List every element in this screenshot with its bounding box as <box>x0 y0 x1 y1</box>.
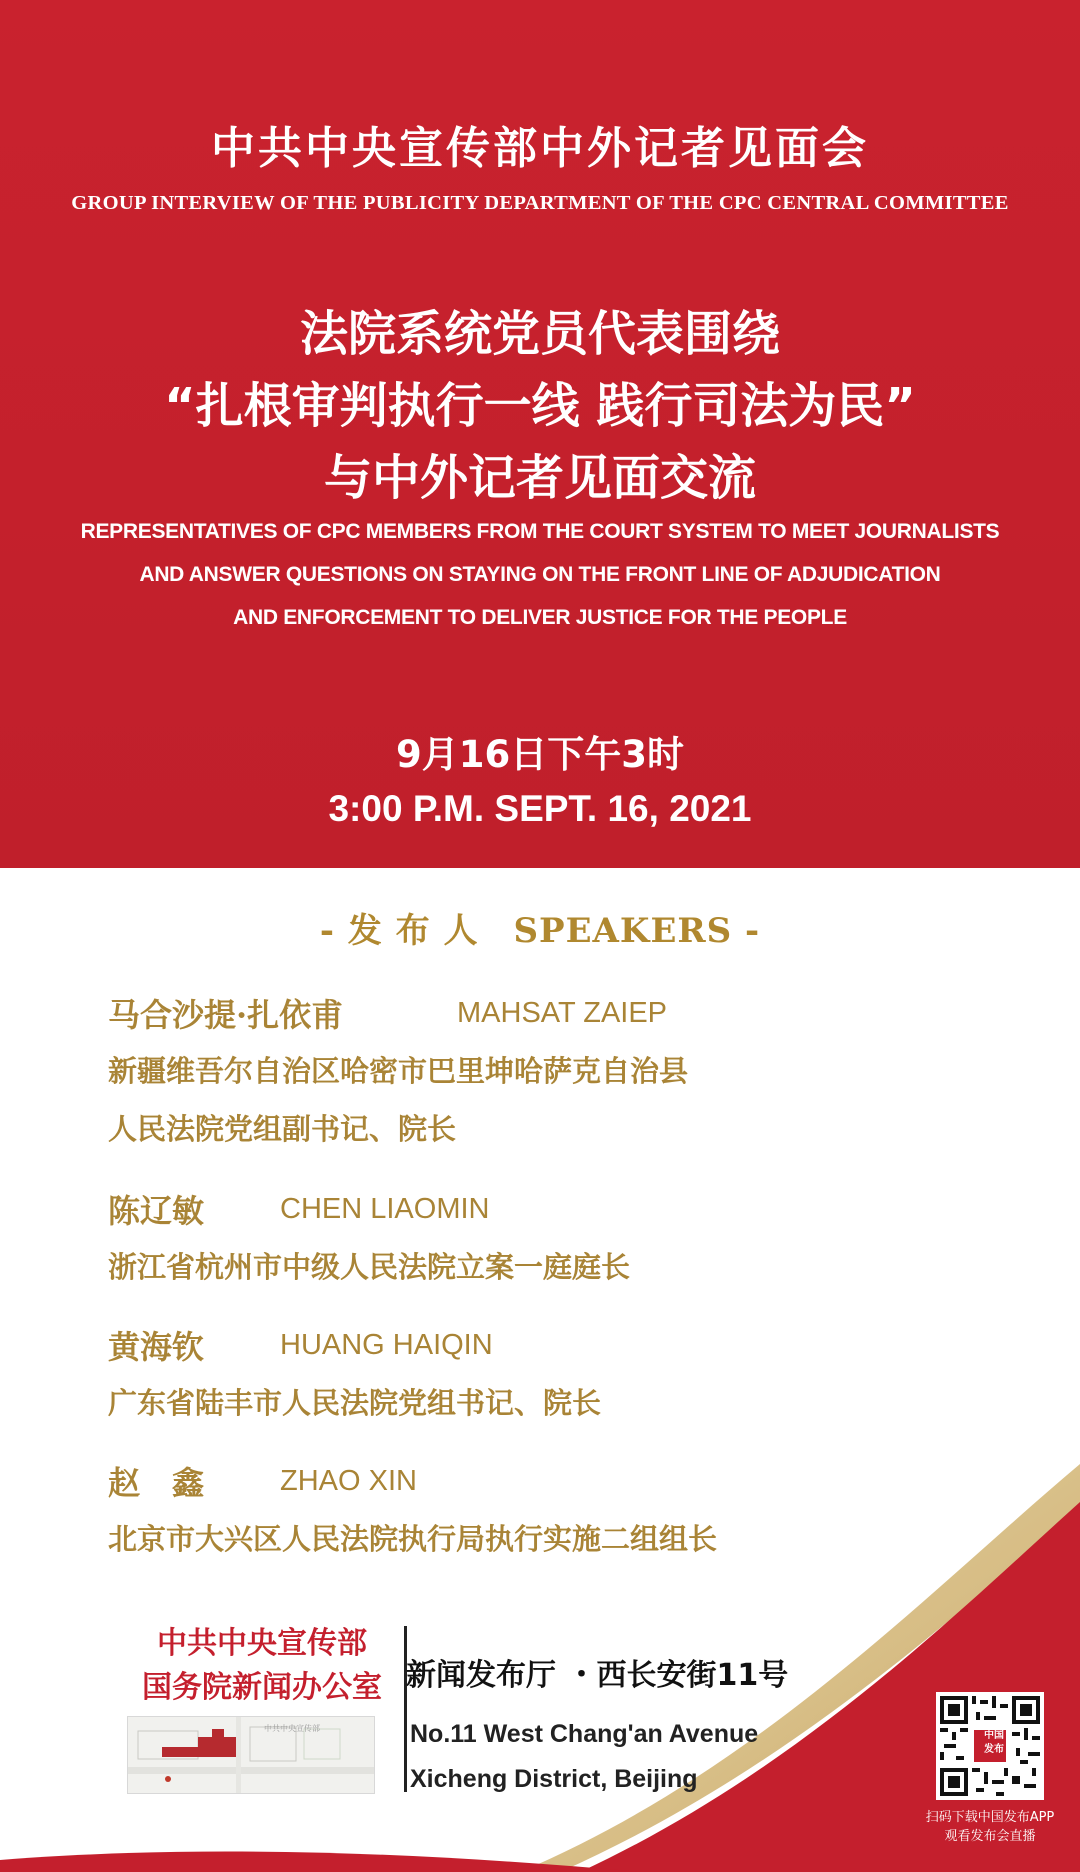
speaker-title-line: 人民法院党组副书记、院长 <box>108 1112 457 1146</box>
speaker-3 <box>108 1322 601 1432</box>
speaker-2 <box>108 1186 630 1296</box>
qr-badge-line: 发布 <box>984 1744 1004 1755</box>
qr-caption-line: 扫码下载中国发布APP <box>925 1810 1055 1825</box>
organizer-title-cn: 中共中央宣传部中外记者见面会 <box>211 123 869 174</box>
map-road <box>128 1767 375 1774</box>
speaker-name-en: ZHAO XIN <box>280 1465 417 1497</box>
qr-caption-line: 观看发布会直播 <box>944 1829 1036 1844</box>
qr-code[interactable] <box>936 1692 1044 1800</box>
map-pin <box>165 1776 171 1782</box>
address-line: No.11 West Chang'an Avenue <box>410 1720 759 1748</box>
organizer-title-en: GROUP INTERVIEW OF THE PUBLICITY DEPARTMENT OF THE CPC CENTRAL COMMITTEE <box>71 192 1009 214</box>
event-date-cn: 9月16日下午3时 <box>396 733 684 776</box>
event-title-cn <box>0 298 1080 514</box>
event-title-en-line: REPRESENTATIVES OF CPC MEMBERS FROM THE COURT SYSTEM TO MEET JOURNALISTS <box>80 520 1000 543</box>
address-line: Xicheng District, Beijing <box>410 1765 698 1793</box>
speaker-name-cn: 赵 鑫 <box>108 1464 205 1502</box>
speaker-1 <box>108 990 688 1158</box>
speaker-title <box>108 1374 601 1432</box>
organizer-block <box>112 1622 412 1710</box>
map-label: 中共中央宣传部 <box>264 1724 320 1733</box>
speaker-title <box>108 1238 630 1296</box>
event-title-en-line: AND ANSWER QUESTIONS ON STAYING ON THE FRONT LINE OF ADJUDICATION <box>139 563 941 586</box>
event-date-en: 3:00 P.M. SEPT. 16, 2021 <box>328 788 752 829</box>
map-road <box>236 1717 241 1794</box>
event-title-en-line: AND ENFORCEMENT TO DELIVER JUSTICE FOR THE PEOPLE <box>233 606 847 629</box>
event-title-cn-line: 法院系统党员代表围绕 <box>299 306 780 362</box>
speaker-name-cn: 黄海钦 <box>108 1328 205 1366</box>
event-title-cn-line: 与中外记者见面交流 <box>323 450 756 506</box>
speaker-name-en: MAHSAT ZAIEP <box>457 997 668 1029</box>
speaker-name-en: CHEN LIAOMIN <box>280 1193 490 1225</box>
organizer-line: 国务院新闻办公室 <box>142 1670 382 1705</box>
speaker-name-en: HUANG HAIQIN <box>280 1329 493 1361</box>
qr-badge-line: 中国 <box>984 1730 1004 1741</box>
map-graphic <box>128 1717 375 1794</box>
speaker-name-cn: 马合沙提·扎依甫 <box>108 996 344 1034</box>
event-title-en <box>0 510 1080 639</box>
speaker-name-cn: 陈辽敏 <box>108 1192 205 1230</box>
event-title-cn-line: “扎根审判执行一线 践行司法为民” <box>164 378 916 434</box>
location-map <box>127 1716 375 1794</box>
speaker-title-line: 广东省陆丰市人民法院党组书记、院长 <box>108 1386 602 1420</box>
venue-address-en <box>410 1712 758 1802</box>
organizer-line: 中共中央宣传部 <box>157 1626 367 1661</box>
venue-cn: 新闻发布厅 ・西长安街11号 <box>406 1658 789 1693</box>
speaker-title <box>108 1042 688 1158</box>
qr-badge-text <box>974 1729 1014 1757</box>
header-banner <box>0 0 1080 868</box>
speakers-heading: - 发 布 人 SPEAKERS - <box>319 911 761 951</box>
speaker-title-line: 北京市大兴区人民法院执行局执行实施二组组长 <box>108 1522 718 1556</box>
qr-caption <box>910 1808 1070 1846</box>
speaker-title-line: 新疆维吾尔自治区哈密市巴里坤哈萨克自治县 <box>108 1054 689 1088</box>
speaker-title-line: 浙江省杭州市中级人民法院立案一庭庭长 <box>108 1250 631 1284</box>
